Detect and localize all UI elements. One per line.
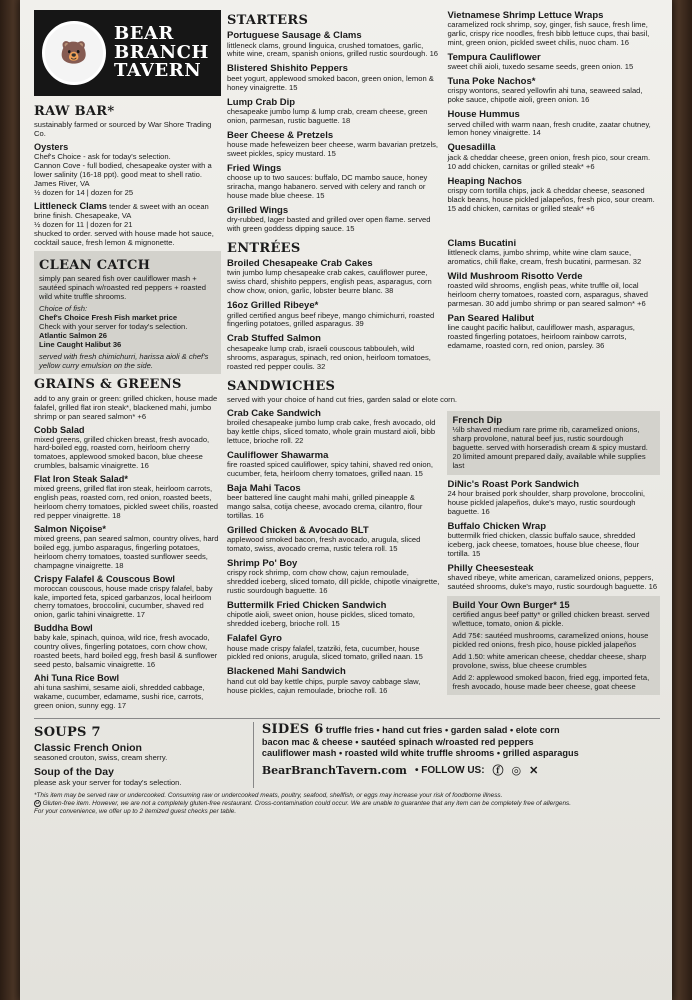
wood-table-left (0, 0, 22, 1000)
sandwich-name: Crab Cake Sandwich (226, 407, 321, 419)
starter-name: Blistered Shishito Peppers (226, 63, 348, 75)
soups-title: SOUPS 7 (34, 724, 101, 740)
clean-catch-title: CLEAN CATCH (39, 257, 151, 273)
sandwich-item (227, 483, 440, 521)
starters-title: STARTERS (226, 13, 309, 28)
disclaimer (34, 792, 660, 816)
sandwich-name: Buttermilk Fried Chicken Sandwich (226, 600, 387, 612)
starter-desc: served chilled with warm naan, fresh crudite, zaatar chutney, lemon honey vinaigrette. 14 (447, 119, 651, 138)
byob-add75: Add 75¢: sautéed mushrooms, caramelized onions, house pickled red onions, fresh pico, house pickled jalapeños (452, 630, 649, 649)
sandwich-desc: crispy rock shrimp, corn chow chow, cajun remoulade, shredded iceberg, sliced tomato, dill pickle, chipotle vinaigrette, rustic sourdough baguette. 16 (226, 568, 440, 596)
sandwich-item (447, 563, 660, 592)
starter-name: Tempura Cauliflower (447, 52, 541, 64)
menu-page (20, 0, 672, 1000)
soups-section (34, 722, 245, 788)
starter-item (227, 130, 440, 159)
sandwich-name: Philly Cheesesteak (447, 562, 534, 574)
byob-name: Build Your Own Burger* 15 (452, 599, 570, 610)
sandwich-item (227, 408, 440, 446)
clean-catch-box (34, 251, 221, 375)
sandwich-desc: broiled chesapeake jumbo lump crab cake, fresh avocado, old bay kettle chips, sliced tomato, whole grain mustard aioli, bibb lettuce, brioche roll. 22 (226, 417, 436, 445)
starter-desc: caramelized rock shrimp, soy, ginger, fish sauce, fresh lime, garlic, crispy rice noodles, fresh bibb lettuce cups, thai basil, mint, green onion, pickled sweet chilis, nuoc cham. 16 (447, 20, 650, 48)
sandwich-name: Grilled Chicken & Avocado BLT (226, 525, 369, 537)
sandwich-name: Blackened Mahi Sandwich (226, 666, 346, 678)
brand-line3: TAVERN (114, 60, 202, 82)
sandwich-name: Falafel Gyro (226, 633, 282, 645)
entree-name: Wild Mushroom Risotto Verde (447, 271, 583, 283)
sandwich-item (227, 666, 440, 695)
sides-line1: truffle fries • hand cut fries • garden salad • elote corn (325, 724, 560, 735)
sandwiches-title: SANDWICHES (226, 378, 336, 394)
starter-item (227, 30, 440, 59)
starter-desc: beet yogurt, applewood smoked bacon, green onion, lemon & honey vinaigrette. 15 (226, 73, 434, 92)
starter-desc: crispy wontons, seared yellowfin ahi tuna, seaweed salad, poke sauce, chipotle aioli, green onion. 16 (447, 86, 643, 105)
grain-item (34, 673, 221, 711)
starter-desc: sweet chili aioli, tuxedo sesame seeds, green onion. 15 (447, 62, 634, 72)
starter-name: Beer Cheese & Pretzels (226, 129, 334, 141)
wood-table-right (670, 0, 692, 1000)
sandwich-name: Cauliflower Shawarma (226, 449, 329, 461)
chefs-choice-oyster: Chef's Choice - ask for today's selection. (34, 152, 171, 162)
starter-item (447, 176, 660, 214)
starter-desc: littleneck clams, ground linguica, crushed tomatoes, garlic, white wine, cream, spanish onions, grilled rustic sourdough. 16 (226, 40, 439, 59)
grains-intro: add to any grain or green: grilled chicken, house made falafel, grilled flat iron steak*, blackened mahi, jumbo shrimp or pan seared salmon* +6 (34, 393, 218, 421)
cannon-cove: Cannon Cove - full bodied, chesapeake oyster with a lower salinity (16-18 ppt). good meat to shell ratio. James River, VA (34, 161, 212, 188)
clean-catch-chef-sub: Check with your server for today's selection. (39, 321, 188, 331)
clean-catch-choice: Choice of fish: (39, 303, 88, 313)
entree-item (447, 238, 660, 267)
sandwich-desc: ½lb shaved medium rare prime rib, caramelized onions, sharp provolone, natural beef jus, rustic sourdough baguette. served with horseradish cream & spicy mustard. 20 limited amount prepared daily, available while supplies last (452, 424, 648, 470)
grain-item-desc: mixed greens, pan seared salmon, country olives, hard boiled egg, jumbo asparagus, fingerling potatoes, heirloom cherry tomatoes, toasted sunflower seeds, champagne vinaigrette. 18 (34, 533, 219, 570)
starter-name: House Hummus (447, 109, 520, 121)
sandwich-desc: chipotle aioli, sweet onion, house pickles, sliced tomato, shredded iceberg, brioche roll. 15 (226, 610, 415, 629)
sides-line3: cauliflower mash • roasted wild white truffle shrooms • grilled asparagus (261, 747, 579, 758)
sandwich-name: Shrimp Po' Boy (226, 558, 298, 570)
starter-item (227, 97, 440, 126)
sandwich-desc: buttermilk fried chicken, classic buffalo sauce, shredded iceberg, jack cheese, tomatoes, house blue cheese, flour tortilla. 15 (447, 531, 640, 558)
raw-bar-intro: sustainably farmed or sourced by War Shore Trading Co. (34, 120, 212, 139)
entree-name: Broiled Chesapeake Crab Cakes (226, 258, 373, 270)
grain-item (34, 425, 221, 472)
shucked-note: shucked to order. served with house made hot sauce, cocktail sauce, fresh lemon & mignonette. (34, 228, 214, 247)
bear-icon: 🐻 (42, 21, 106, 85)
sandwich-name: French Dip (452, 414, 503, 426)
clean-catch-halibut: Line Caught Halibut 36 (39, 339, 122, 349)
french-dip-box (447, 411, 660, 475)
starter-item (227, 163, 440, 201)
starter-item (447, 142, 660, 171)
sandwich-item (447, 521, 660, 559)
starter-desc: jack & cheddar cheese, green onion, fresh pico, sour cream. 10 add chicken, carnitas or grilled steak* +6 (447, 152, 651, 171)
littleneck-desc: tender & sweet with an ocean brine finish. Chesapeake, VA (34, 201, 209, 220)
soup-of-day: Soup of the Day (34, 766, 114, 779)
sides-section (253, 722, 660, 788)
grain-item-name: Buddha Bowl (34, 623, 93, 634)
logo (34, 10, 221, 96)
entree-name: 16oz Grilled Ribeye* (226, 300, 319, 312)
soup-of-day-desc: please ask your server for today's selection. (34, 777, 182, 787)
sandwich-desc: 24 hour braised pork shoulder, sharp provolone, broccolini, house pickled jalapeños, duke's mayo, rustic sourdough baguette. 16 (447, 488, 646, 516)
entree-item (227, 258, 440, 296)
french-onion-desc: seasoned crouton, swiss, cream sherry. (34, 753, 168, 763)
clean-catch-salmon: Atlantic Salmon 26 (39, 330, 107, 340)
grain-item (34, 524, 221, 571)
starter-name: Tuna Poke Nachos* (447, 76, 536, 88)
x-icon[interactable]: ✕ (529, 763, 539, 777)
starter-desc: choose up to two sauces: buffalo, DC mambo sauce, honey sriracha, mango habanero. served with celery and ranch or house made blue cheese. 15 (226, 172, 428, 200)
sandwich-item (447, 479, 660, 517)
sandwich-item (227, 558, 440, 596)
starter-item (447, 52, 660, 72)
website-link[interactable]: BearBranchTavern.com (261, 763, 407, 777)
disclaimer-checks: For your convenience, we offer up to 2 itemized guest checks per table. (34, 807, 237, 815)
starter-item (227, 205, 440, 234)
grains-title: GRAINS & GREENS (34, 377, 182, 393)
sandwich-item (227, 633, 440, 662)
starter-item (447, 109, 660, 138)
sandwich-desc: hand cut old bay kettle chips, purple savoy cabbage slaw, house pickles, cajun remoulade, brioche roll. 16 (226, 676, 421, 695)
sandwich-name: Buffalo Chicken Wrap (447, 520, 547, 532)
byob-box (447, 596, 660, 695)
byob-add150: Add 1.50: white american cheese, cheddar cheese, sharp provolone, swiss, blue cheese crumbles (452, 651, 647, 670)
grain-item (34, 474, 221, 521)
disclaimer-gf: Gluten-free item. However, we are not a completely gluten-free restaurant. Cross-contamination could occur. We are unable to guarantee that any item can be completely free of allergens. (42, 799, 571, 807)
instagram-icon[interactable]: ◎ (511, 763, 522, 777)
sandwich-name: Baja Mahi Tacos (226, 482, 301, 494)
entree-item (447, 271, 660, 309)
sandwich-desc: fire roasted spiced cauliflower, spicy tahini, shaved red onion, cucumber, feta, heirloom cherry tomatoes, grilled naan. 15 (226, 460, 433, 478)
littleneck-name: Littleneck Clams (34, 200, 108, 211)
gluten-free-icon: G (35, 799, 40, 806)
starter-item (447, 76, 660, 105)
clean-catch-desc: simply pan seared fish over cauliflower mash + sautéed spinach w/roasted red peppers + roasted wild white truffle shrooms. (39, 273, 206, 301)
sandwich-item (227, 600, 440, 629)
sandwich-name: DiNic's Roast Pork Sandwich (447, 478, 580, 490)
entree-item (227, 333, 440, 371)
entree-desc: grilled certified angus beef ribeye, mango chimichurri, roasted fingerling potatoes, grilled asparagus. 39 (226, 310, 435, 329)
starter-name: Grilled Wings (226, 204, 289, 216)
starter-item (447, 10, 660, 48)
oyster-price: ½ dozen for 14 | dozen for 25 (34, 187, 134, 197)
starter-name: Vietnamese Shrimp Lettuce Wraps (447, 10, 604, 21)
grain-item-desc: moroccan couscous, house made crispy falafel, baby kale, imported feta, spiced garbanzos, local heirloom cherry tomatoes, broccolini, cucumber, shaved red onion, garlic tahini vinaigrette. 17 (34, 583, 213, 620)
grain-item-name: Flat Iron Steak Salad* (34, 474, 128, 485)
starter-name: Heaping Nachos (447, 175, 522, 187)
grain-item-desc: ahi tuna sashimi, sesame aioli, shredded cabbage, wakame, cucumber, edamame, sushi rice, carrots, green onion, sunny egg. 17 (34, 682, 205, 710)
byob-desc: certified angus beef patty* or grilled chicken breast. served w/lettuce, tomato, onion & pickle. (452, 609, 650, 628)
clam-price: ½ dozen for 11 | dozen for 21 (34, 219, 133, 229)
entree-name: Crab Stuffed Salmon (226, 333, 321, 345)
raw-bar-title: RAW BAR* (34, 104, 115, 119)
starter-name: Quesadilla (447, 142, 496, 154)
starter-name: Lump Crab Dip (226, 96, 296, 108)
sides-title: SIDES 6 (261, 721, 324, 737)
french-onion: Classic French Onion (34, 742, 142, 755)
grains-list (34, 425, 221, 711)
grain-item-desc: mixed greens, grilled flat iron steak, heirloom carrots, english peas, roasted corn, red onion, roasted beets, heirloom cherry tomatoes, pickled sweet chilis, roasted red pepper vinaigrette. 18 (34, 484, 219, 521)
starter-name: Fried Wings (226, 162, 282, 174)
sandwiches-intro: served with your choice of hand cut fries, garden salad or elote corn. (226, 394, 458, 404)
entree-name: Clams Bucatini (447, 237, 517, 249)
starter-desc: chesapeake jumbo lump & lump crab, cream cheese, green onion, parmesan, rustic baguette. 18 (226, 106, 428, 125)
sandwich-item (227, 525, 440, 554)
divider (34, 718, 660, 719)
bottom-section (34, 722, 660, 788)
grain-item-desc: baby kale, spinach, quinoa, wild rice, fresh avocado, country olives, fingerling potatoes, corn chow chow, roasted beets, hard boiled egg, fresh basil & sunflower seed pesto, balsamic vinaigrette. 16 (34, 633, 218, 670)
entree-name: Pan Seared Halibut (447, 313, 535, 325)
sandwich-desc: shaved ribeye, white american, caramelized onions, peppers, sautéed shrooms, duke's mayo, rustic sourdough baguette. 16 (447, 573, 658, 592)
clean-catch-served: served with fresh chimichurri, harissa aioli & chef's yellow curry emulsion on the side. (39, 351, 209, 370)
sides-line2: bacon mac & cheese • sautéed spinach w/roasted red peppers (261, 737, 534, 748)
grain-item-name: Crispy Falafel & Couscous Bowl (34, 573, 175, 584)
brand-line2: BRANCH (114, 41, 209, 63)
grain-item (34, 623, 221, 670)
sandwich-item (227, 450, 440, 479)
entree-desc: line caught pacific halibut, cauliflower mash, asparagus, roasted fingerling potatoes, heirloom rainbow carrots, edamame, roasted corn, red onion, parsley. 36 (447, 323, 635, 351)
grain-item-name: Ahi Tuna Rice Bowl (34, 673, 120, 684)
facebook-icon[interactable]: ⓕ (492, 763, 504, 777)
left-column (34, 10, 221, 714)
entree-item (227, 300, 440, 329)
entree-desc: roasted wild shrooms, english peas, white truffle oil, local heirloom cherry tomatoes, roasted corn, asparagus, shaved parmesan. 30 add jumbo shrimp or pan seared salmon* +6 (447, 281, 648, 309)
entree-desc: twin jumbo lump chesapeake crab cakes, cauliflower puree, swiss chard, shishito peppers, english peas, asparagus, corn chow chow, onion, garlic, lobster beurre blanc. 38 (226, 268, 432, 296)
sandwich-desc: beer battered line caught mahi mahi, grilled pineapple & mango salsa, cotija cheese, avocado crema, cilantro, flour tortillas. 16 (226, 493, 423, 521)
grain-item-desc: mixed greens, grilled chicken breast, fresh avocado, hard-boiled egg, roasted corn, heirloom cherry tomatoes, applewood smoked bacon, blue cheese crumbles, balsamic vinaigrette. 16 (34, 434, 210, 471)
grain-item-name: Salmon Niçoise* (34, 524, 106, 535)
follow-us-label: • FOLLOW US: (414, 765, 485, 777)
starter-desc: house made hefeweizen beer cheese, warm bavarian pretzels, sweet pickles, spicy mustard. 15 (226, 139, 439, 158)
entree-item (447, 313, 660, 351)
right-column (227, 10, 660, 714)
brand-line1: BEAR (114, 23, 174, 45)
entrees-title: ENTRÉES (226, 240, 301, 256)
starter-desc: crispy corn tortilla chips, jack & cheddar cheese, seasoned black beans, house pickled jalapeños, fresh pico, sour cream. 15 add chicken, carnitas or grilled steak* +6 (447, 185, 655, 213)
starters-section (227, 10, 660, 238)
grain-item (34, 574, 221, 621)
clean-catch-chef: Chef's Choice Fresh Fish market price (39, 312, 178, 322)
entrees-section (227, 238, 660, 376)
website-row (262, 765, 660, 778)
grain-item-name: Cobb Salad (34, 424, 85, 435)
starter-name: Portuguese Sausage & Clams (226, 30, 362, 42)
entree-desc: chesapeake lump crab, israeli couscous tabbouleh, wild shrooms, asparagus, spinach, red onion, heirloom tomatoes, roasted red pepper coulis. 32 (226, 343, 431, 371)
entree-desc: littleneck clams, jumbo shrimp, white wine clam sauce, aromatics, chili flake, cream, fresh bucatini, parmesan. 32 (447, 248, 642, 267)
starter-item (227, 63, 440, 92)
starter-desc: dry-rubbed, lager basted and grilled over open flame. served with green goddess dipping sauce. 15 (226, 215, 431, 233)
oysters-title: Oysters (34, 142, 69, 153)
sandwich-desc: applewood smoked bacon, fresh avocado, arugula, sliced tomato, swiss, avocado crema, rustic telera roll. 15 (226, 535, 421, 554)
sandwich-desc: house made crispy falafel, tzatziki, feta, cucumber, house pickled red onions, arugula, sliced tomato, grilled naan. 15 (226, 643, 423, 662)
byob-add2: Add 2: applewood smoked bacon, fried egg, imported feta, fresh avocado, house made beer cheese, goat cheese (452, 672, 650, 691)
disclaimer-raw: *This item may be served raw or undercooked. Consuming raw or undercooked meats, poultry, seafood, shellfish, or eggs may increase your risk of foodborne illness. (34, 791, 503, 799)
sandwiches-section (227, 408, 660, 700)
